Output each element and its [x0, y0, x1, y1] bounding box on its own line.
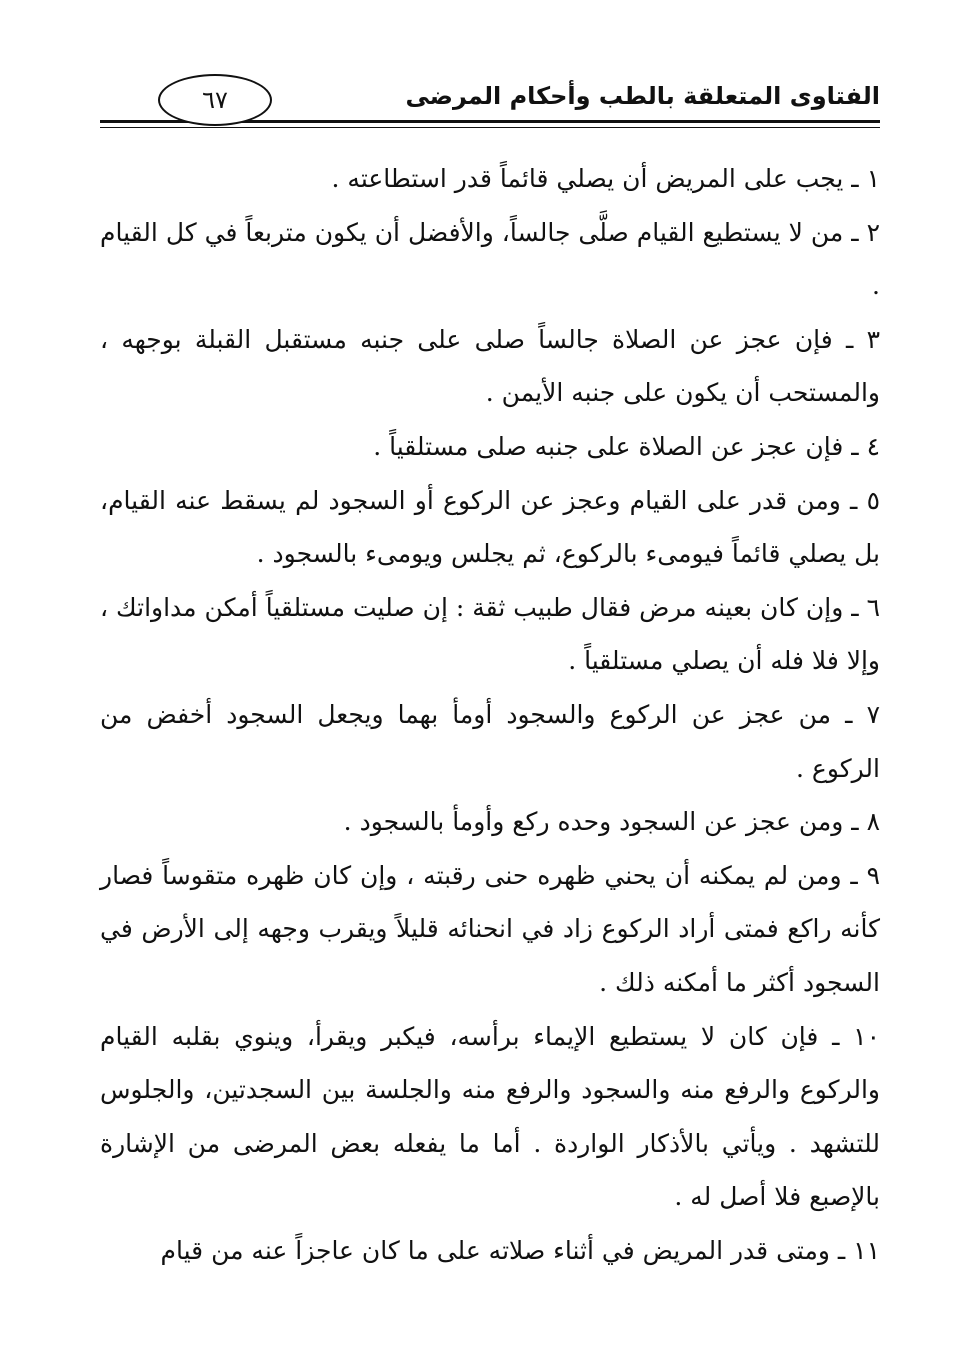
body-text [100, 152, 880, 1277]
paragraph-1: ١ ـ يجب على المريض أن يصلي قائماً قدر استطاعته . [331, 164, 880, 193]
header-rule-thin [100, 127, 880, 128]
paragraph-4: ٤ ـ فإن عجز عن الصلاة على جنبه صلى مستلقياً . [373, 431, 880, 461]
paragraph-8: ٨ ـ ومن عجز عن السجود وحده ركع وأومأ بالسجود . [343, 807, 880, 837]
paragraph-2: ٢ ـ من لا يستطيع القيام صلَّى جالساً، والأفضل أن يكون متربعاً في كل القيام . [100, 217, 880, 301]
paragraph-7: ٧ ـ من عجز عن الركوع والسجود أومأ بهما ويجعل السجود أخفض من الركوع . [100, 699, 880, 783]
paragraph-9: ٩ ـ ومن لم يمكنه أن يحني ظهره حنى رقبته ، وإن كان ظهره متقوساً فصار كأنه راكع فمتى أراد الركوع زاد في انحنائه قليلاً ويقرب وجهه إلى الأرض في السجود أكثر ما أمكنه ذلك . [100, 860, 880, 997]
paragraph-3: ٣ ـ فإن عجز عن الصلاة جالساً صلى على جنبه مستقبل القبلة بوجهه ، والمستحب أن يكون على جنبه الأيمن . [100, 324, 880, 408]
paragraph-5: ٥ ـ ومن قدر على القيام وعجز عن الركوع أو السجود لم يسقط عنه القيام، بل يصلي قائماً فيومىء بالركوع، ثم يجلس ويومىء بالسجود . [100, 485, 880, 569]
running-title: الفتاوى المتعلقة بالطب وأحكام المرضى [405, 82, 880, 110]
paragraph-10: ١٠ ـ فإن كان لا يستطيع الإيماء برأسه، فيكبر ويقرأ، وينوي بقلبه القيام والركوع والرفع منه والسجود والرفع منه والجلسة بين السجدتين، والجلوس للتشهد . ويأتي بالأذكار الواردة . أما ما يفعله بعض المرضى من الإشارة بالإصبع فلا أصل له . [100, 1021, 880, 1212]
page-header [100, 70, 880, 130]
paragraph-11: ١١ ـ ومتى قدر المريض في أثناء صلاته على ما كان عاجزاً عنه من قيام [160, 1235, 880, 1265]
page-number: ٦٧ [158, 74, 272, 126]
paragraph-6: ٦ ـ وإن كان بعينه مرض فقال طبيب ثقة : إن صليت مستلقياً أمكن مداواتك ، وإلا فلا فله أن يصلي مستلقياً . [100, 592, 880, 676]
